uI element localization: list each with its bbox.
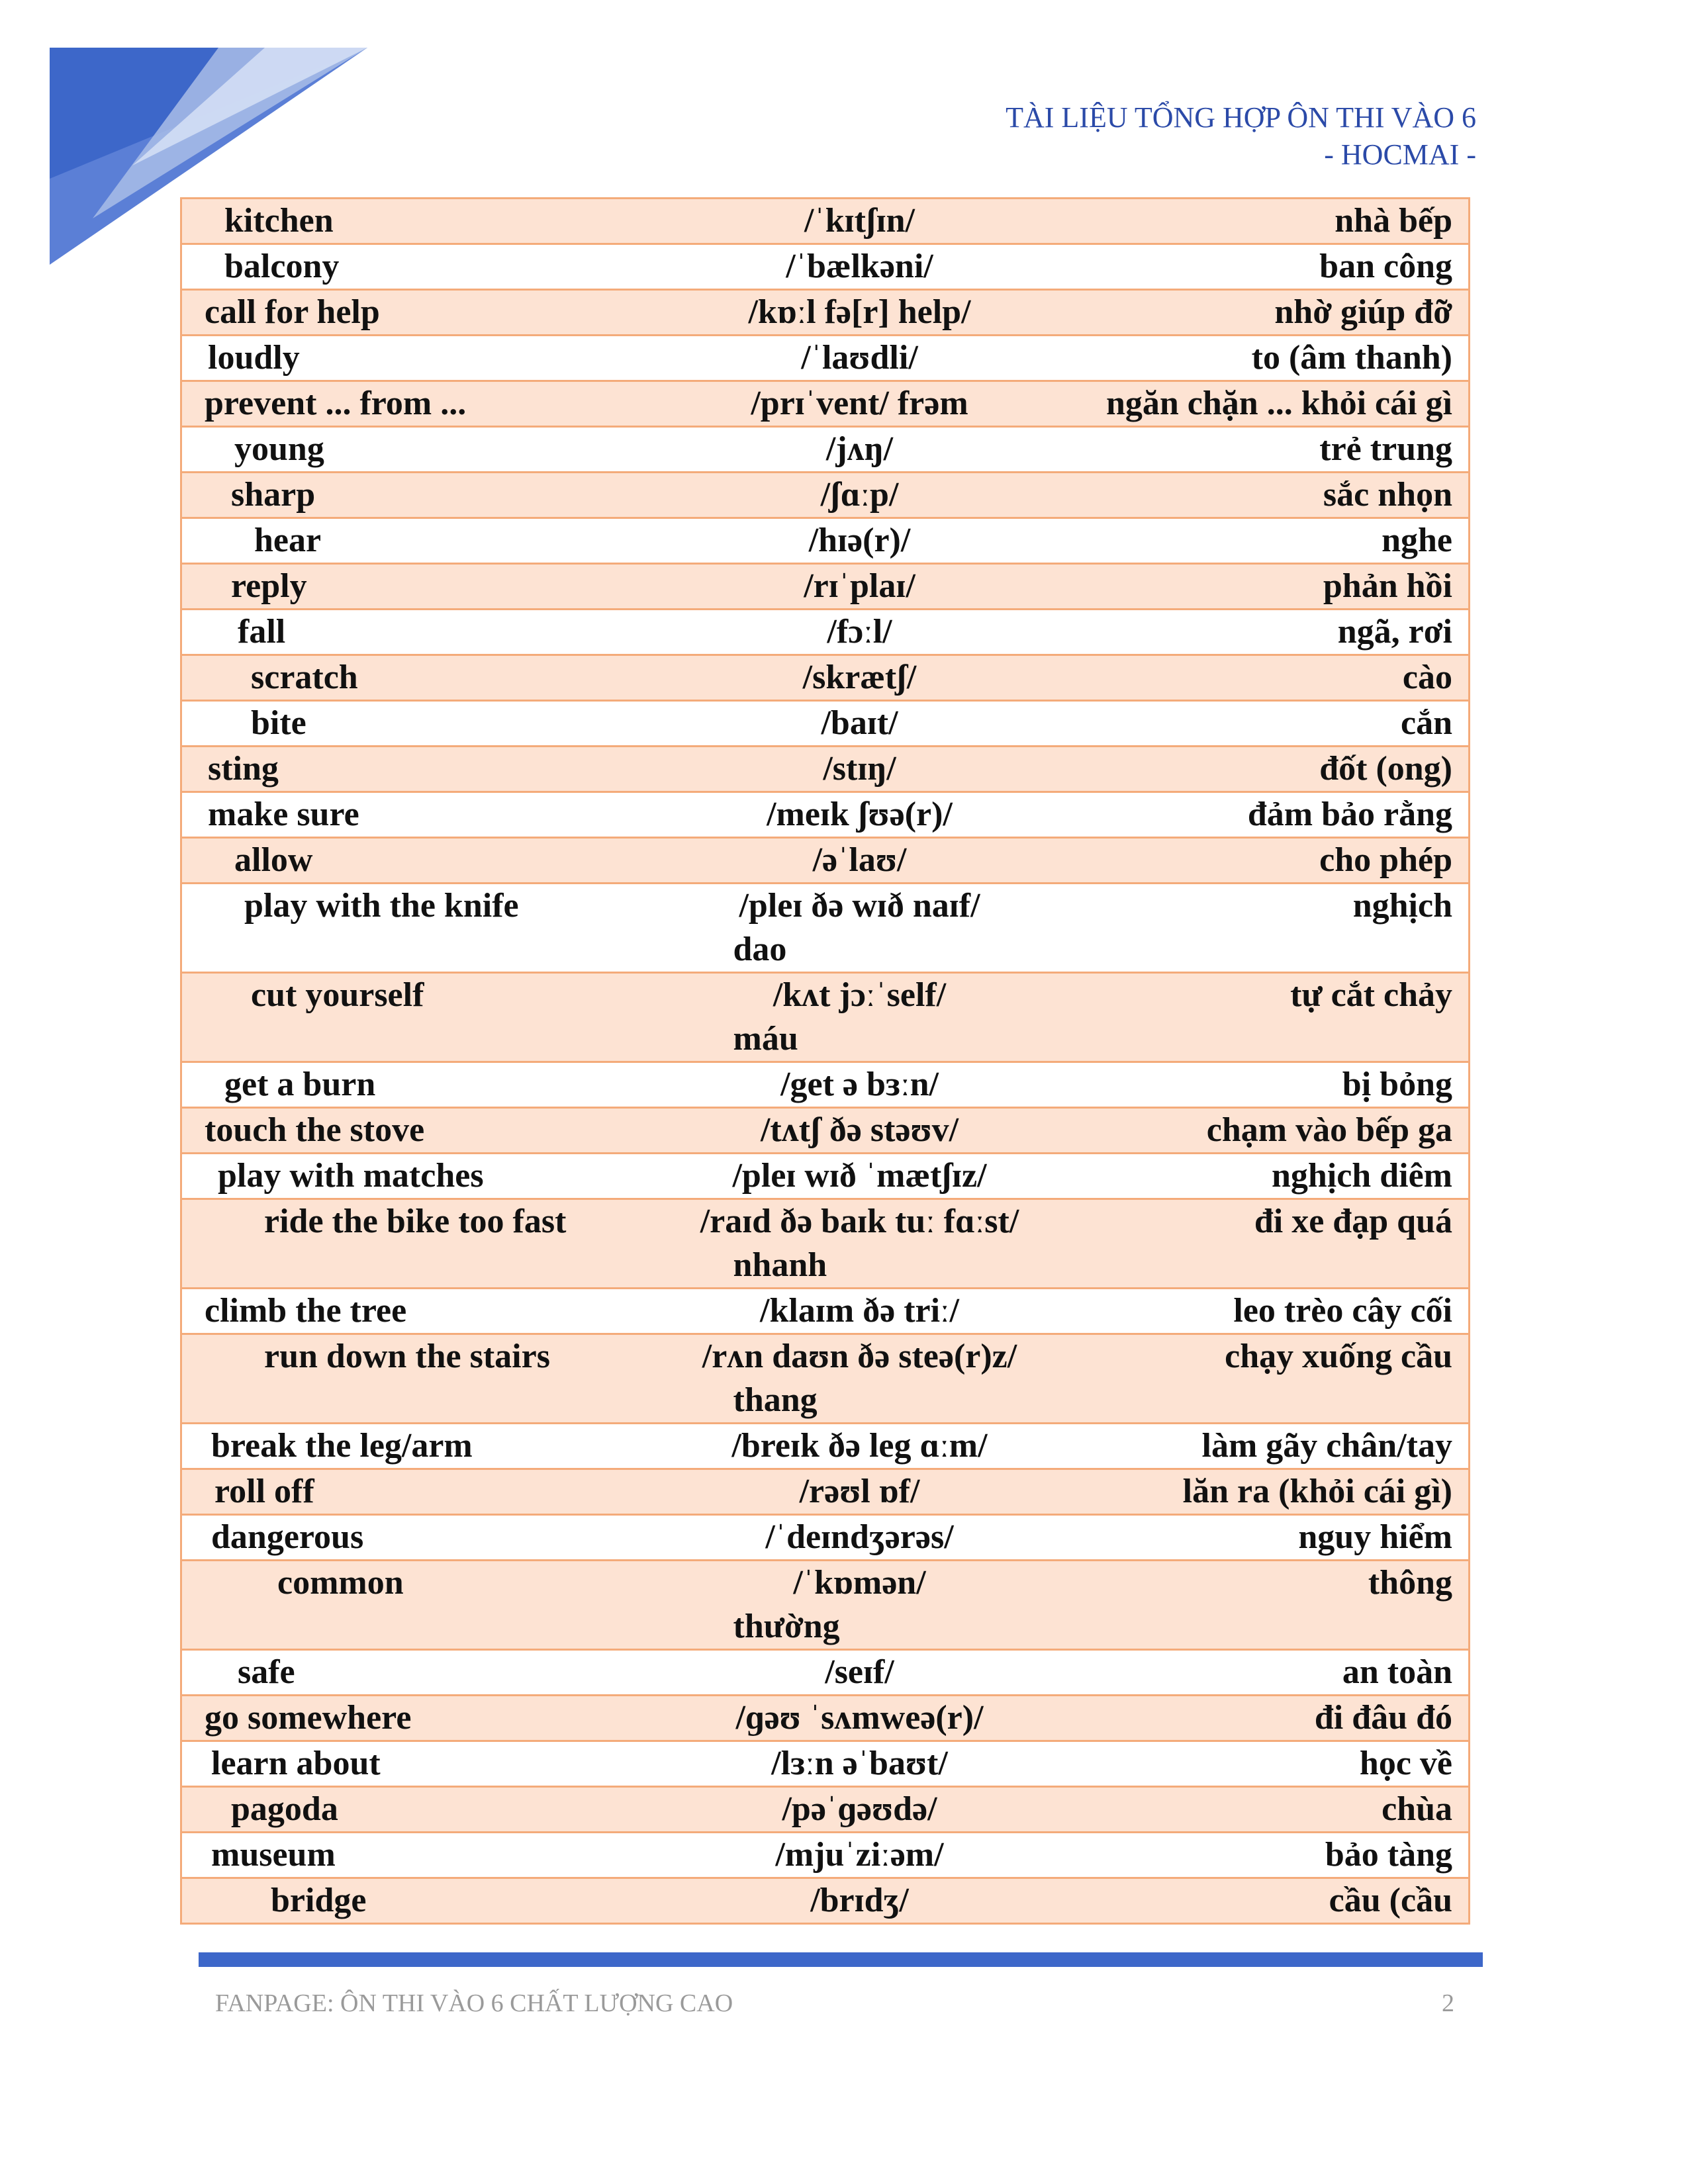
table-row — [181, 1833, 1470, 1878]
vocab-ipa: /kʌt jɔːˈself/ — [773, 976, 947, 1014]
vocab-ipa-cell — [658, 701, 1062, 747]
vocab-ipa-cell — [658, 1515, 1062, 1561]
vocab-word: dangerous — [181, 1515, 658, 1561]
vocab-meaning-continuation: máu — [733, 1020, 798, 1058]
table-row — [181, 884, 1470, 973]
header-subtitle: - HOCMAI - — [1324, 138, 1476, 171]
vocab-word: roll off — [181, 1469, 658, 1515]
table-row — [181, 1561, 1470, 1650]
vocab-ipa-cell — [658, 1650, 1062, 1696]
vocab-ipa: /klaɪm ðə triː/ — [760, 1292, 959, 1330]
table-row — [181, 1199, 1470, 1289]
vocab-meaning: chùa — [1062, 1787, 1470, 1833]
vocab-word: get a burn — [181, 1062, 658, 1108]
vocab-meaning-continuation: nhanh — [733, 1246, 827, 1284]
vocab-word: fall — [181, 610, 658, 655]
vocab-ipa-cell — [658, 336, 1062, 381]
vocab-word: scratch — [181, 655, 658, 701]
vocab-meaning: phản hồi — [1062, 564, 1470, 610]
vocab-ipa-cell — [658, 427, 1062, 473]
vocab-word: bite — [181, 701, 658, 747]
vocab-meaning: leo trèo cây cối — [1062, 1289, 1470, 1334]
vocab-ipa: /mjuˈziːəm/ — [775, 1836, 944, 1874]
vocab-ipa-cell — [658, 1469, 1062, 1515]
vocab-ipa: /tʌtʃ ðə stəʊv/ — [760, 1111, 959, 1149]
vocab-ipa-cell — [658, 1424, 1062, 1469]
vocab-word: common — [181, 1561, 658, 1650]
vocab-word: learn about — [181, 1741, 658, 1787]
vocab-word: play with matches — [181, 1154, 658, 1199]
table-row — [181, 1062, 1470, 1108]
table-row — [181, 973, 1470, 1062]
vocab-meaning: cầu (cầu — [1062, 1878, 1470, 1924]
vocab-ipa-cell — [658, 1833, 1062, 1878]
table-row — [181, 1469, 1470, 1515]
vocab-ipa-cell — [658, 655, 1062, 701]
table-row — [181, 473, 1470, 518]
vocab-ipa-cell — [658, 199, 1062, 244]
vocab-ipa-cell — [658, 1108, 1062, 1154]
vocab-ipa-cell — [658, 747, 1062, 792]
vocabulary-table — [180, 197, 1470, 1925]
vocab-ipa-cell — [658, 1154, 1062, 1199]
table-row — [181, 1787, 1470, 1833]
vocab-ipa-cell — [658, 1878, 1062, 1924]
vocab-meaning: đảm bảo rằng — [1062, 792, 1470, 838]
vocab-ipa: /rəʊl ɒf/ — [799, 1473, 920, 1510]
vocab-meaning: nghịch — [1062, 884, 1470, 973]
vocab-ipa-cell — [658, 973, 1062, 1062]
vocab-word: sting — [181, 747, 658, 792]
vocab-meaning: nhờ giúp đỡ — [1062, 290, 1470, 336]
vocab-ipa-cell — [658, 564, 1062, 610]
vocab-ipa: /ˈlaʊdli/ — [801, 339, 918, 377]
vocab-meaning: tự cắt chảy — [1062, 973, 1470, 1062]
vocab-ipa-cell — [658, 244, 1062, 290]
vocab-ipa: /stɪŋ/ — [823, 750, 896, 788]
vocab-ipa: /fɔːl/ — [827, 613, 892, 651]
vocab-ipa: /ˈdeɪndʒərəs/ — [765, 1518, 954, 1556]
vocab-meaning: bảo tàng — [1062, 1833, 1470, 1878]
header-title: TÀI LIỆU TỔNG HỢP ÔN THI VÀO 6 — [1006, 101, 1476, 134]
vocab-ipa-cell — [658, 473, 1062, 518]
vocab-word: cut yourself — [181, 973, 658, 1062]
vocab-meaning: nghịch diêm — [1062, 1154, 1470, 1199]
vocab-ipa: /rʌn daʊn ðə steə(r)z/ — [702, 1338, 1017, 1375]
vocab-meaning: to (âm thanh) — [1062, 336, 1470, 381]
table-row — [181, 792, 1470, 838]
vocab-meaning: ban công — [1062, 244, 1470, 290]
vocab-ipa: /breɪk ðə leg ɑːm/ — [731, 1427, 988, 1465]
vocab-ipa-cell — [658, 1199, 1062, 1289]
vocab-meaning: chạy xuống cầu — [1062, 1334, 1470, 1424]
vocab-ipa-cell — [658, 1696, 1062, 1741]
vocab-ipa-cell — [658, 1741, 1062, 1787]
vocab-meaning-continuation: thường — [733, 1608, 840, 1645]
vocab-ipa: /brɪdʒ/ — [810, 1882, 909, 1919]
vocab-ipa: /ˈkɒmən/ — [793, 1564, 926, 1602]
table-row — [181, 1878, 1470, 1924]
table-row — [181, 518, 1470, 564]
vocab-ipa: /ˈkɪtʃɪn/ — [804, 202, 915, 240]
table-row — [181, 1289, 1470, 1334]
vocab-meaning: ngăn chặn ... khỏi cái gì — [1062, 381, 1470, 427]
table-row — [181, 1108, 1470, 1154]
table-row — [181, 1650, 1470, 1696]
vocab-word: loudly — [181, 336, 658, 381]
vocab-word: prevent ... from ... — [181, 381, 658, 427]
table-row — [181, 747, 1470, 792]
vocab-ipa-cell — [658, 518, 1062, 564]
vocab-word: run down the stairs — [181, 1334, 658, 1424]
vocab-meaning: bị bỏng — [1062, 1062, 1470, 1108]
vocab-meaning: đi đâu đó — [1062, 1696, 1470, 1741]
vocab-meaning: đốt (ong) — [1062, 747, 1470, 792]
vocab-meaning: cho phép — [1062, 838, 1470, 884]
vocab-ipa: /pəˈɡəʊdə/ — [782, 1790, 937, 1828]
vocab-meaning: an toàn — [1062, 1650, 1470, 1696]
vocab-ipa: /baɪt/ — [821, 704, 898, 742]
vocab-ipa-cell — [658, 838, 1062, 884]
vocab-ipa-cell — [658, 610, 1062, 655]
table-row — [181, 290, 1470, 336]
vocab-ipa: /rɪˈplaɪ/ — [804, 567, 915, 605]
footer-divider — [199, 1952, 1483, 1967]
vocab-ipa: /ʃɑːp/ — [820, 476, 899, 514]
vocab-word: museum — [181, 1833, 658, 1878]
table-row — [181, 610, 1470, 655]
vocab-meaning: nghe — [1062, 518, 1470, 564]
vocab-meaning: ngã, rơi — [1062, 610, 1470, 655]
vocab-meaning: lăn ra (khỏi cái gì) — [1062, 1469, 1470, 1515]
vocab-meaning: đi xe đạp quá — [1062, 1199, 1470, 1289]
vocab-meaning: sắc nhọn — [1062, 473, 1470, 518]
vocab-meaning: cắn — [1062, 701, 1470, 747]
vocab-meaning: làm gãy chân/tay — [1062, 1424, 1470, 1469]
vocab-ipa: /raɪd ðə baɪk tuː fɑːst/ — [700, 1203, 1019, 1240]
table-row — [181, 199, 1470, 244]
vocab-ipa: /pleɪ wɪð ˈmætʃɪz/ — [732, 1157, 987, 1195]
table-row — [181, 1154, 1470, 1199]
vocab-meaning: trẻ trung — [1062, 427, 1470, 473]
vocab-ipa-cell — [658, 381, 1062, 427]
vocab-meaning-continuation: thang — [733, 1381, 818, 1419]
table-row — [181, 564, 1470, 610]
vocab-word: climb the tree — [181, 1289, 658, 1334]
vocab-ipa: /seɪf/ — [825, 1653, 894, 1691]
vocab-word: young — [181, 427, 658, 473]
vocab-meaning: học về — [1062, 1741, 1470, 1787]
vocab-ipa: /pleɪ ðə wɪð naɪf/ — [739, 887, 980, 925]
vocab-ipa-cell — [658, 1062, 1062, 1108]
vocab-ipa-cell — [658, 1334, 1062, 1424]
vocab-word: ride the bike too fast — [181, 1199, 658, 1289]
table-row — [181, 838, 1470, 884]
table-row — [181, 1696, 1470, 1741]
vocab-word: allow — [181, 838, 658, 884]
table-row — [181, 427, 1470, 473]
vocab-ipa: /ˈbælkəni/ — [786, 248, 933, 285]
vocab-word: break the leg/arm — [181, 1424, 658, 1469]
vocab-word: call for help — [181, 290, 658, 336]
table-row — [181, 655, 1470, 701]
vocab-ipa: /kɒːl fə[r] help/ — [748, 293, 971, 331]
document-header — [1006, 99, 1476, 173]
vocab-ipa: /get ə bɜːn/ — [780, 1066, 939, 1103]
vocab-meaning: nguy hiểm — [1062, 1515, 1470, 1561]
vocab-word: make sure — [181, 792, 658, 838]
vocab-word: kitchen — [181, 199, 658, 244]
footer-fanpage: FANPAGE: ÔN THI VÀO 6 CHẤT LƯỢNG CAO — [215, 1989, 733, 2017]
vocab-ipa-cell — [658, 1561, 1062, 1650]
vocab-word: hear — [181, 518, 658, 564]
vocab-ipa: /skrætʃ/ — [802, 659, 917, 696]
table-row — [181, 381, 1470, 427]
vocab-ipa: /prɪˈvent/ frəm — [751, 385, 968, 422]
table-row — [181, 1515, 1470, 1561]
vocab-ipa-cell — [658, 1787, 1062, 1833]
vocab-ipa: /hɪə(r)/ — [808, 522, 911, 559]
table-row — [181, 1334, 1470, 1424]
table-row — [181, 701, 1470, 747]
vocab-word: play with the knife — [181, 884, 658, 973]
vocab-meaning-continuation: dao — [733, 931, 787, 968]
vocab-word: balcony — [181, 244, 658, 290]
vocab-ipa-cell — [658, 1289, 1062, 1334]
vocab-ipa-cell — [658, 792, 1062, 838]
vocab-word: sharp — [181, 473, 658, 518]
vocab-ipa: /ɡəʊ ˈsʌmweə(r)/ — [735, 1699, 984, 1737]
table-row — [181, 1424, 1470, 1469]
vocab-ipa: /əˈlaʊ/ — [812, 841, 907, 879]
vocab-meaning: chạm vào bếp ga — [1062, 1108, 1470, 1154]
vocab-word: reply — [181, 564, 658, 610]
vocab-word: bridge — [181, 1878, 658, 1924]
vocab-word: safe — [181, 1650, 658, 1696]
vocab-ipa: /jʌŋ/ — [825, 430, 894, 468]
vocab-meaning: cào — [1062, 655, 1470, 701]
vocab-ipa: /lɜːn əˈbaʊt/ — [771, 1745, 948, 1782]
page-number: 2 — [1442, 1989, 1454, 2017]
table-row — [181, 1741, 1470, 1787]
vocab-ipa-cell — [658, 884, 1062, 973]
vocab-meaning: thông — [1062, 1561, 1470, 1650]
vocab-meaning: nhà bếp — [1062, 199, 1470, 244]
vocab-ipa: /meɪk ʃʊə(r)/ — [767, 796, 953, 833]
vocab-word: touch the stove — [181, 1108, 658, 1154]
table-row — [181, 244, 1470, 290]
table-row — [181, 336, 1470, 381]
vocab-word: go somewhere — [181, 1696, 658, 1741]
vocab-word: pagoda — [181, 1787, 658, 1833]
vocab-ipa-cell — [658, 290, 1062, 336]
